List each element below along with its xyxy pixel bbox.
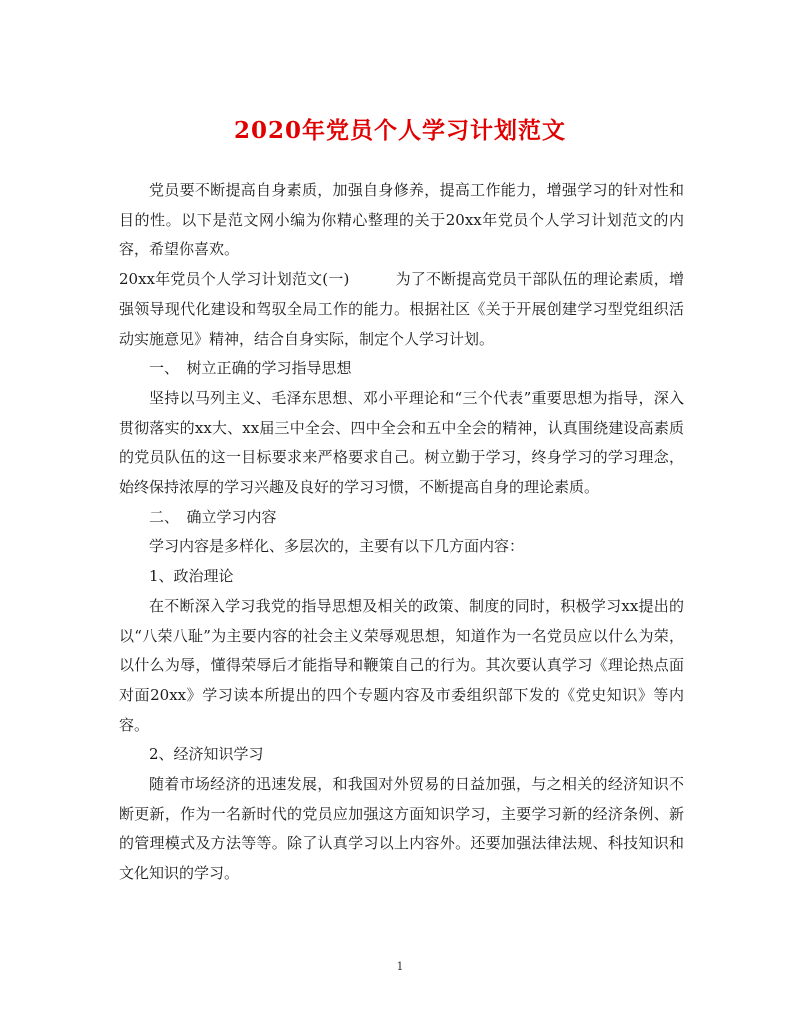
subtitle-paragraph	[119, 265, 684, 354]
section-paragraph-1: 坚持以马列主义、毛泽东思想、邓小平理论和“三个代表”重要思想为指导，深入贯彻落实的xx大、xx届三中全会、四中全会和五中全会的精神，认真围绕建设高素质的党员队伍的这一目标要求来严格要求自己。树立勤于学习，终身学习的学习理念，始终保持浓厚的学习兴趣及良好的学习习惯，不断提高自身的理论素质。	[119, 388, 684, 497]
document-body	[119, 176, 684, 889]
page-number: 1	[396, 960, 404, 973]
section-paragraph-2: 学习内容是多样化、多层次的，主要有以下几方面内容：	[149, 537, 525, 556]
intro-paragraph: 党员要不断提高自身素质，加强自身修养，提高工作能力，增强学习的针对性和目的性。以下是范文网小编为你精心整理的关于20xx年党员个人学习计划范文的内容，希望你喜欢。	[119, 181, 684, 259]
sub-title: 20xx年党员个人学习计划范文(一)	[119, 270, 350, 289]
subsection-heading-2: 2、经济知识学习	[149, 745, 264, 764]
subsection-paragraph-1: 在不断深入学习我党的指导思想及相关的政策、制度的同时，积极学习xx提出的以“八荣八耻”为主要内容的社会主义荣辱观思想，知道作为一名党员应以什么为荣，以什么为辱，懂得荣辱后才能指导和鞭策自己的行为。其次要认真学习《理论热点面对面20xx》学习读本所提出的四个专题内容及市委组织部下发的《党史知识》等内容。	[119, 596, 684, 734]
subsection-paragraph-2: 随着市场经济的迅速发展，和我国对外贸易的日益加强，与之相关的经济知识不断更新，作为一名新时代的党员应加强这方面知识学习，主要学习新的经济条例、新的管理模式及方法等等。除了认真学习以上内容外。还要加强法律法规、科技知识和文化知识的学习。	[119, 775, 684, 883]
section-heading-1: 一、 树立正确的学习指导思想	[149, 359, 352, 378]
section-heading-2: 二、 确立学习内容	[149, 507, 277, 526]
purpose-text: 为了不断提高党员干部队伍的理论素质，增强领导现代化建设和驾驭全局工作的能力。根据社区《关于开展创建学习型党组织活动实施意见》精神，结合自身实际，制定个人学习计划。	[119, 270, 684, 348]
page-title: 2020年党员个人学习计划范文	[233, 117, 566, 144]
subsection-heading-1: 1、政治理论	[149, 567, 234, 586]
